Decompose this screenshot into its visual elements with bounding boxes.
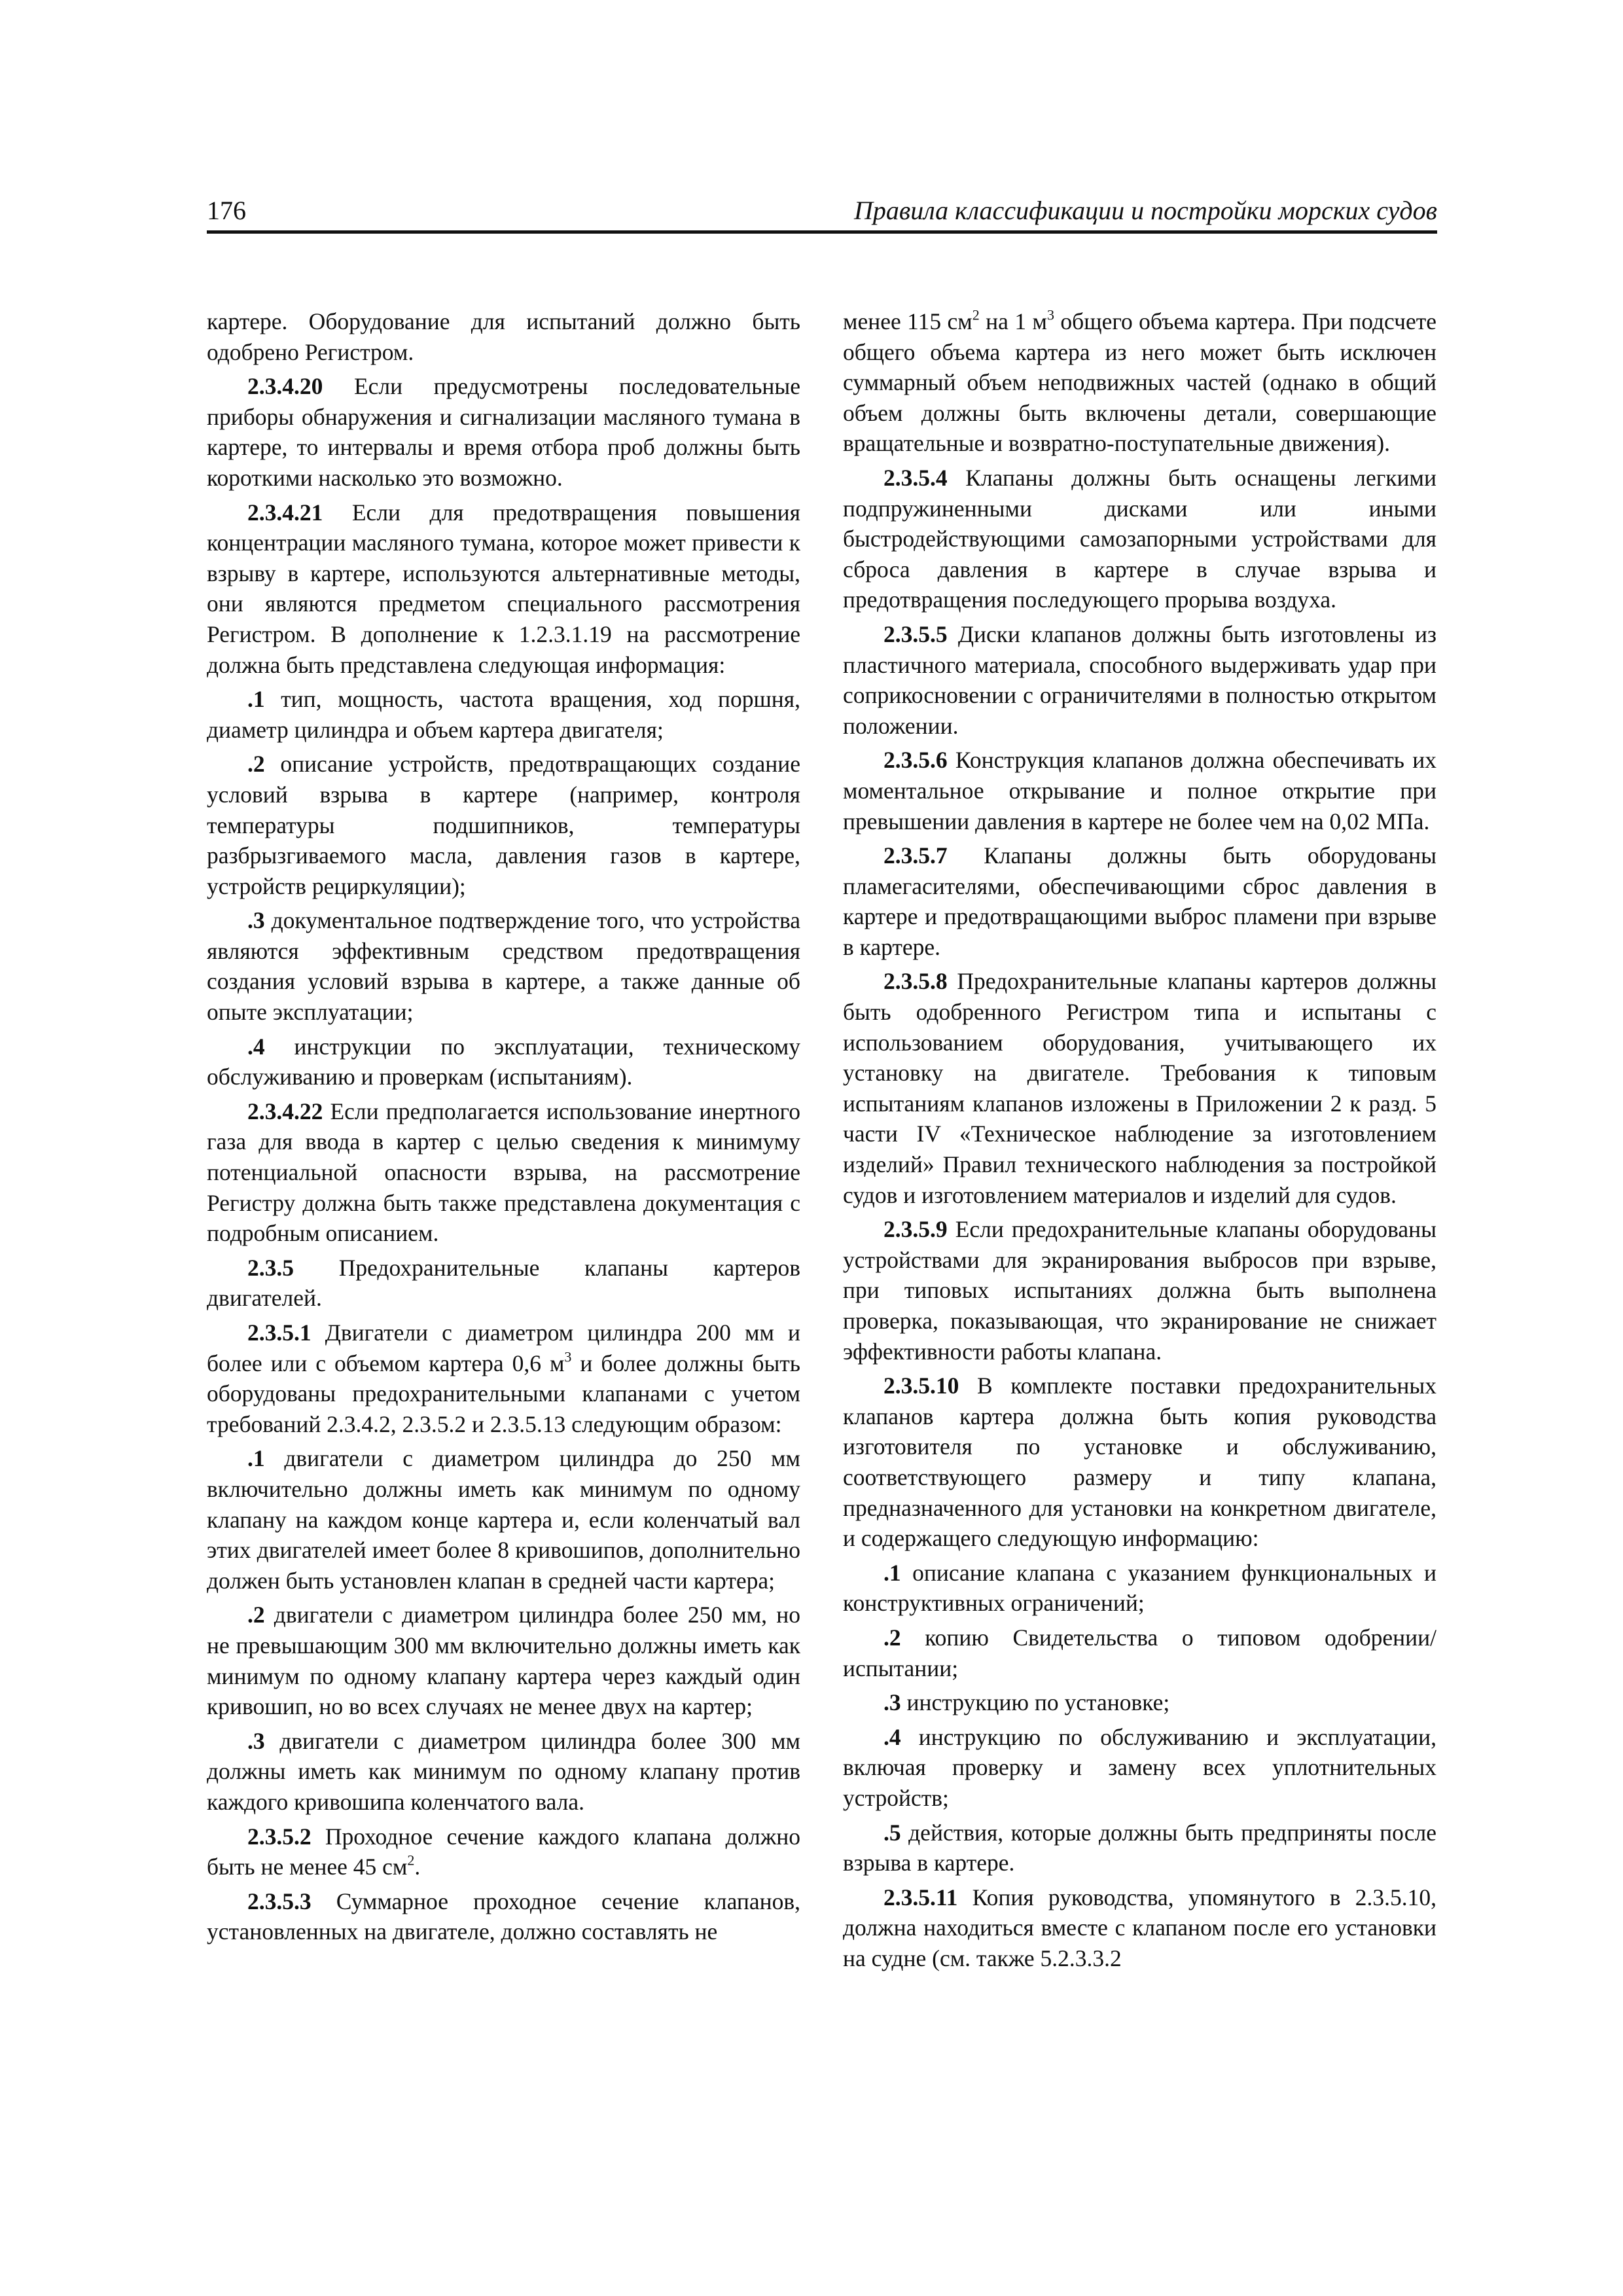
clause-number: .3 bbox=[247, 907, 265, 934]
paragraph-text: Двигатели с диаметром цилиндра 200 мм и более или с объемом картера 0,6 $м^3$ и более должны быть оборудованы предохранительными клапанами с учетом требований 2.3.4.2, 2.3.5.2 и 2.3.5.13 следующим образом: bbox=[207, 1319, 800, 1437]
left-paragraph bbox=[207, 1443, 800, 1596]
left-paragraph bbox=[207, 684, 800, 745]
page-number: 176 bbox=[207, 196, 246, 225]
left-paragraph bbox=[207, 1096, 800, 1249]
clause-number: 2.3.5.4 bbox=[883, 464, 948, 491]
clause-number: 2.3.4.21 bbox=[247, 499, 323, 526]
right-paragraph bbox=[843, 1818, 1436, 1878]
running-title: Правила классификации и постройки морских судов bbox=[853, 196, 1437, 225]
left-paragraph bbox=[207, 1726, 800, 1818]
right-paragraph bbox=[843, 306, 1436, 459]
clause-number: .1 bbox=[247, 686, 265, 713]
clause-number: .1 bbox=[247, 1445, 265, 1472]
clause-number: .3 bbox=[883, 1689, 901, 1716]
clause-number: 2.3.5.8 bbox=[883, 968, 948, 995]
right-paragraph bbox=[843, 1722, 1436, 1814]
paragraph-text: Диски клапанов должны быть изготовлены из пластичного материала, способного выдерживать удар при соприкосновении с ограничителями в полностью открытом положении. bbox=[843, 620, 1436, 739]
right-paragraph bbox=[843, 1371, 1436, 1554]
left-paragraph bbox=[207, 1031, 800, 1092]
clause-number: 2.3.5.7 bbox=[883, 842, 948, 869]
left-paragraph bbox=[207, 1318, 800, 1439]
paragraph-text: инструкцию по обслуживанию и эксплуатации, включая проверку и замену всех уплотнительных устройств; bbox=[843, 1723, 1436, 1811]
paragraph-text: Проходное сечение каждого клапана должно быть не менее 45 $см^2$. bbox=[207, 1823, 800, 1880]
paragraph-text: Если предохранительные клапаны оборудованы устройствами для экранирования выбросов при взрыве, при типовых испытаниях должна быть выполнена проверка, показывающая, что экранирование не снижает эффективности работы клапана. bbox=[843, 1216, 1436, 1365]
right-paragraph bbox=[843, 840, 1436, 962]
paragraph-text: инструкции по эксплуатации, техническому обслуживанию и проверкам (испытаниям). bbox=[207, 1033, 800, 1090]
right-paragraph bbox=[843, 966, 1436, 1210]
paragraph-text: Клапаны должны быть оснащены легкими подпружиненными дисками или иными быстродействующими самозапорными устройствами для сброса давления в картере в случае взрыва и предотвращения последующего прорыва воздуха. bbox=[843, 464, 1436, 613]
clause-number: 2.3.5.2 bbox=[247, 1823, 312, 1850]
right-paragraph bbox=[843, 745, 1436, 836]
paragraph-text: тип, мощность, частота вращения, ход поршня, диаметр цилиндра и объем картера двигателя; bbox=[207, 686, 800, 743]
left-paragraph bbox=[207, 1821, 800, 1882]
right-paragraph bbox=[843, 1687, 1436, 1718]
paragraph-text: Копия руководства, упомянутого в 2.3.5.10, должна находиться вместе с клапаном после его установки на судне (см. также 5.2.3.3.2 bbox=[843, 1884, 1436, 1971]
clause-number: 2.3.5.10 bbox=[883, 1372, 959, 1399]
paragraph-text: инструкцию по установке; bbox=[901, 1689, 1170, 1716]
header-rule bbox=[207, 230, 1437, 234]
paragraph-text: картере. Оборудование для испытаний должно быть одобрено Регистром. bbox=[207, 308, 800, 365]
left-text-column bbox=[207, 306, 800, 1951]
paragraph-text: Конструкция клапанов должна обеспечивать их моментальное открывание и полное открытие при превышении давления в картере не более чем на 0,02 МПа. bbox=[843, 747, 1436, 834]
paragraph-text: описание клапана с указанием функциональных и конструктивных ограничений; bbox=[843, 1559, 1436, 1617]
right-paragraph bbox=[843, 463, 1436, 615]
paragraph-text: двигатели с диаметром цилиндра до 250 мм включительно должны иметь как минимум по одному клапану на каждом конце картера и, если коленчатый вал этих двигателей имеет более 8 кривошипов, дополнительно должен быть установлен клапан в средней части картера; bbox=[207, 1445, 800, 1594]
paragraph-text: действия, которые должны быть предприняты после взрыва в картере. bbox=[843, 1819, 1436, 1876]
left-paragraph bbox=[207, 371, 800, 493]
clause-number: .4 bbox=[247, 1033, 265, 1060]
clause-number: 2.3.4.22 bbox=[247, 1098, 323, 1124]
clause-number: .3 bbox=[247, 1727, 265, 1754]
right-paragraph bbox=[843, 1882, 1436, 1974]
left-paragraph bbox=[207, 1886, 800, 1947]
right-text-column bbox=[843, 306, 1436, 1977]
left-paragraph bbox=[207, 749, 800, 901]
paragraph-text: двигатели с диаметром цилиндра более 250 мм, но не превышающим 300 мм включительно должны иметь как минимум по одному клапану картера через каждый один кривошип, но во всех случаях не менее двух на картер; bbox=[207, 1602, 800, 1720]
paragraph-text: Предохранительные клапаны картеров двигателей. bbox=[207, 1254, 800, 1312]
left-paragraph bbox=[207, 306, 800, 367]
clause-number: 2.3.5.1 bbox=[247, 1319, 312, 1346]
paragraph-text: документальное подтверждение того, что устройства являются эффективным средством предотвращения создания условий взрыва в картере, а также данные об опыте эксплуатации; bbox=[207, 907, 800, 1026]
right-paragraph bbox=[843, 1623, 1436, 1683]
paragraph-text: Если для предотвращения повышения концентрации масляного тумана, которое может привести к взрыву в картере, используются альтернативные методы, они являются предметом специального рассмотрения Регистром. В дополнение к 1.2.3.1.19 на рассмотрение должна быть представлена следующая информация: bbox=[207, 499, 800, 678]
paragraph-text: Если предусмотрены последовательные приборы обнаружения и сигнализации масляного тумана в картере, то интервалы и время отбора проб должны быть короткими насколько это возможно. bbox=[207, 373, 800, 491]
left-paragraph bbox=[207, 1253, 800, 1314]
paragraph-text: В комплекте поставки предохранительных клапанов картера должна быть копия руководства изготовителя по установке и обслуживанию, соответствующего размеру и типу клапана, предназначенного для установки на конкретном двигателе, и содержащего следующую информацию: bbox=[843, 1372, 1436, 1552]
clause-number: 2.3.5.6 bbox=[883, 747, 948, 774]
left-paragraph bbox=[207, 1600, 800, 1721]
paragraph-text: копию Свидетельства о типовом одобрении/испытании; bbox=[843, 1624, 1436, 1681]
paragraph-text: двигатели с диаметром цилиндра более 300 мм должны иметь как минимум по одному клапану против каждого кривошипа коленчатого вала. bbox=[207, 1727, 800, 1815]
right-paragraph bbox=[843, 619, 1436, 741]
left-paragraph bbox=[207, 497, 800, 681]
page-header bbox=[207, 195, 1437, 234]
paragraph-text: Если предполагается использование инертного газа для ввода в картер с целью сведения к минимуму потенциальной опасности взрыва, на рассмотрение Регистру должна быть также представлена документация с подробным описанием. bbox=[207, 1098, 800, 1247]
clause-number: .5 bbox=[883, 1819, 901, 1846]
clause-number: .2 bbox=[247, 751, 265, 778]
right-paragraph bbox=[843, 1558, 1436, 1619]
clause-number: .1 bbox=[883, 1559, 901, 1586]
clause-number: .2 bbox=[247, 1602, 265, 1628]
paragraph-text: Предохранительные клапаны картеров должны быть одобренного Регистром типа и испытаны с использованием оборудования, учитывающего их установку на двигателе. Требования к типовым испытаниям клапанов изложены в Приложении 2 к разд. 5 части IV «Техническое наблюдение за изготовлением изделий» Правил технического наблюдения за постройкой судов и изготовлением материалов и изделий для судов. bbox=[843, 968, 1436, 1208]
clause-number: 2.3.5.3 bbox=[247, 1888, 312, 1914]
clause-number: .2 bbox=[883, 1624, 901, 1651]
right-paragraph bbox=[843, 1214, 1436, 1367]
clause-number: 2.3.5.5 bbox=[883, 620, 948, 647]
clause-number: .4 bbox=[883, 1723, 901, 1750]
clause-number: 2.3.5.9 bbox=[883, 1216, 948, 1243]
clause-number: 2.3.5 bbox=[247, 1254, 294, 1281]
left-paragraph bbox=[207, 905, 800, 1027]
clause-number: 2.3.5.11 bbox=[883, 1884, 958, 1910]
clause-number: 2.3.4.20 bbox=[247, 373, 323, 400]
paragraph-text: менее 115 $см^2$ на 1 $м^3$ общего объема картера. При подсчете общего объема картера из него может быть исключен суммарный объем неподвижных частей (однако в общий объем должны быть включены детали, совершающие вращательные и возвратно-поступательные движения). bbox=[843, 306, 1436, 457]
paragraph-text: Клапаны должны быть оборудованы пламегасителями, обеспечивающими сброс давления в картере и предотвращающими выброс пламени при взрыве в картере. bbox=[843, 842, 1436, 960]
paragraph-text: описание устройств, предотвращающих создание условий взрыва в картере (например, контроля температуры подшипников, температуры разбрызгиваемого масла, давления газов в картере, устройств рециркуляции); bbox=[207, 751, 800, 899]
paragraph-text: Суммарное проходное сечение клапанов, установленных на двигателе, должно составлять не bbox=[207, 1888, 800, 1945]
